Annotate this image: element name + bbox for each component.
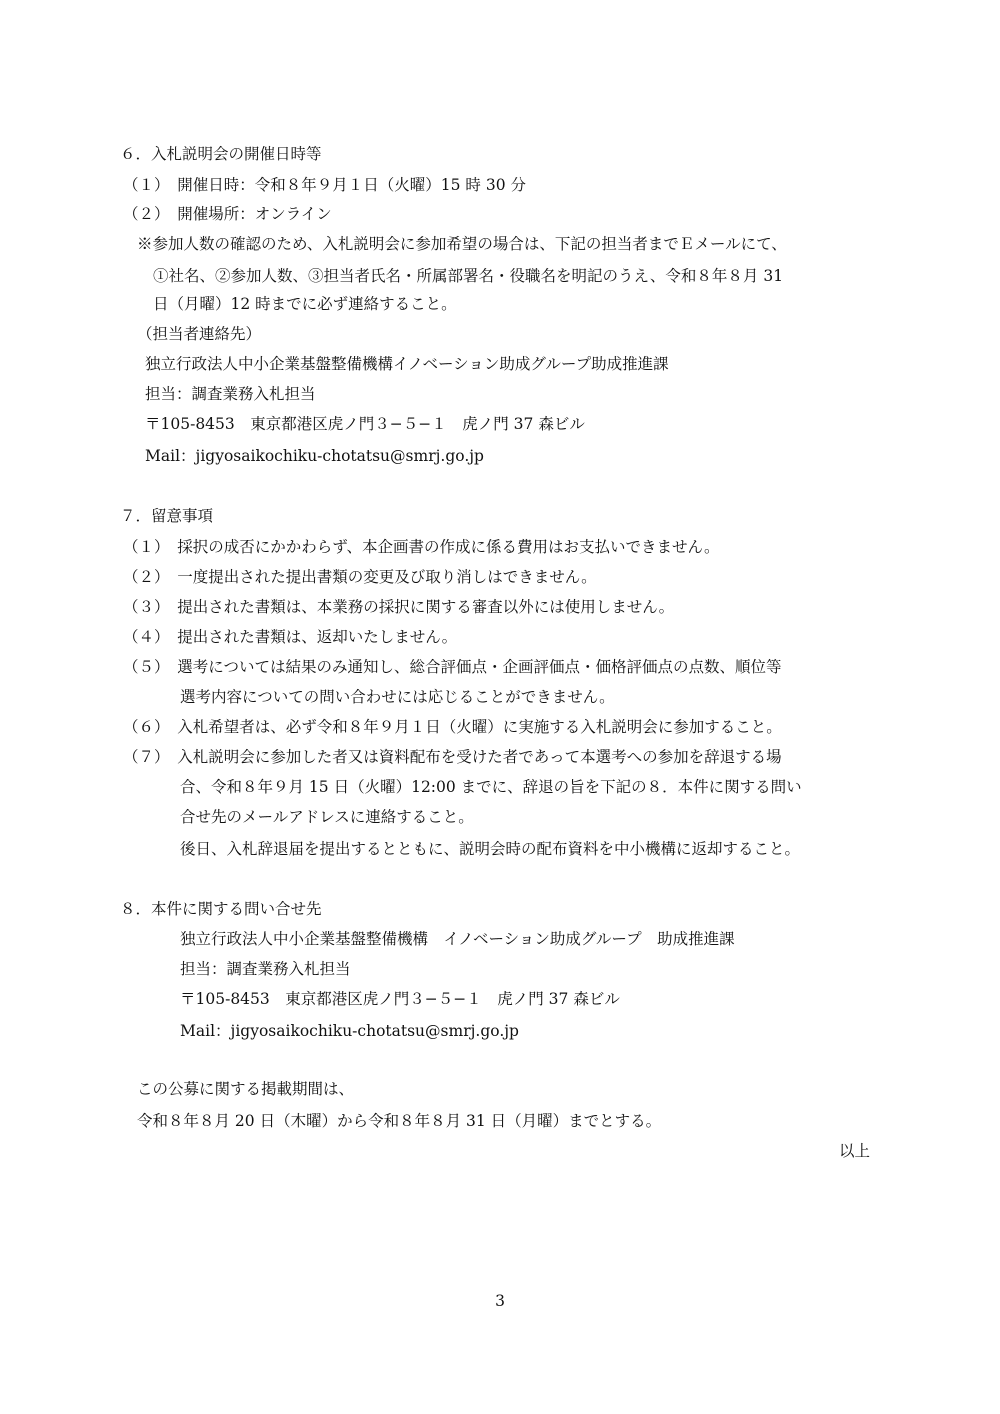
- section7-item3: （３） 提出された書類は、本業務の採択に関する審査以外には使用しません。: [123, 598, 675, 616]
- section6-mail: Mail：jigyosaikochiku-chotatsu@smrj.go.jp: [145, 447, 484, 465]
- section8-person: 担当：調査業務入札担当: [180, 960, 351, 978]
- section6-note-line2: ①社名、②参加人数、③担当者氏名・所属部署名・役職名を明記のうえ、令和８年８月 31: [153, 267, 784, 285]
- section8-mail: Mail：jigyosaikochiku-chotatsu@smrj.go.jp: [180, 1022, 519, 1040]
- page-number: 3: [495, 1292, 505, 1310]
- section7-item7-line1: （７） 入札説明会に参加した者又は資料配布を受けた者であって本選考への参加を辞退する場: [123, 748, 782, 766]
- section6-note-line3: 日（月曜）12 時までに必ず連絡すること。: [153, 295, 457, 313]
- section7-item2: （２） 一度提出された提出書類の変更及び取り消しはできません。: [123, 568, 597, 586]
- section8-org: 独立行政法人中小企業基盤整備機構 イノベーション助成グループ 助成推進課: [180, 930, 735, 948]
- section7-item7-line4: 後日、入札辞退届を提出するとともに、説明会時の配布資料を中小機構に返却すること。: [180, 840, 801, 858]
- section6-note-line1: ※参加人数の確認のため、入札説明会に参加希望の場合は、下記の担当者までＥメールにて、: [137, 235, 787, 253]
- section7-item5-line2: 選考内容についての問い合わせには応じることができません。: [180, 688, 615, 706]
- section7-heading: ７．留意事項: [120, 507, 214, 525]
- section7-item5-line1: （５） 選考については結果のみ通知し、総合評価点・企画評価点・価格評価点の点数、順位等: [123, 658, 782, 676]
- section6-item2: （２） 開催場所：オンライン: [123, 205, 332, 223]
- section6-heading: ６．入札説明会の開催日時等: [120, 145, 322, 163]
- section6-org: 独立行政法人中小企業基盤整備機構イノベーション助成グループ助成推進課: [145, 355, 669, 373]
- period-line1: この公募に関する掲載期間は、: [137, 1080, 355, 1098]
- section6-contact-label: （担当者連絡先）: [137, 325, 262, 343]
- closing-mark: 以上: [838, 1142, 870, 1160]
- section7-item7-line2: 合、令和８年９月 15 日（火曜）12:00 までに、辞退の旨を下記の８．本件に関する問い: [180, 778, 802, 796]
- section6-person: 担当：調査業務入札担当: [145, 385, 316, 403]
- section6-item1: （１） 開催日時：令和８年９月１日（火曜）15 時 30 分: [123, 176, 526, 194]
- section6-address: 〒105-8453 東京都港区虎ノ門３−５−１ 虎ノ門 37 森ビル: [145, 415, 585, 433]
- section7-item4: （４） 提出された書類は、返却いたしません。: [123, 628, 458, 646]
- section7-item1: （１） 採択の成否にかかわらず、本企画書の作成に係る費用はお支払いできません。: [123, 538, 720, 556]
- section7-item7-line3: 合せ先のメールアドレスに連絡すること。: [180, 808, 474, 826]
- section8-heading: ８．本件に関する問い合せ先: [120, 900, 322, 918]
- section7-item6: （６） 入札希望者は、必ず令和８年９月１日（火曜）に実施する入札説明会に参加すること。: [123, 718, 782, 736]
- period-line2: 令和８年８月 20 日（木曜）から令和８年８月 31 日（月曜）までとする。: [137, 1112, 662, 1130]
- section8-address: 〒105-8453 東京都港区虎ノ門３−５−１ 虎ノ門 37 森ビル: [180, 990, 620, 1008]
